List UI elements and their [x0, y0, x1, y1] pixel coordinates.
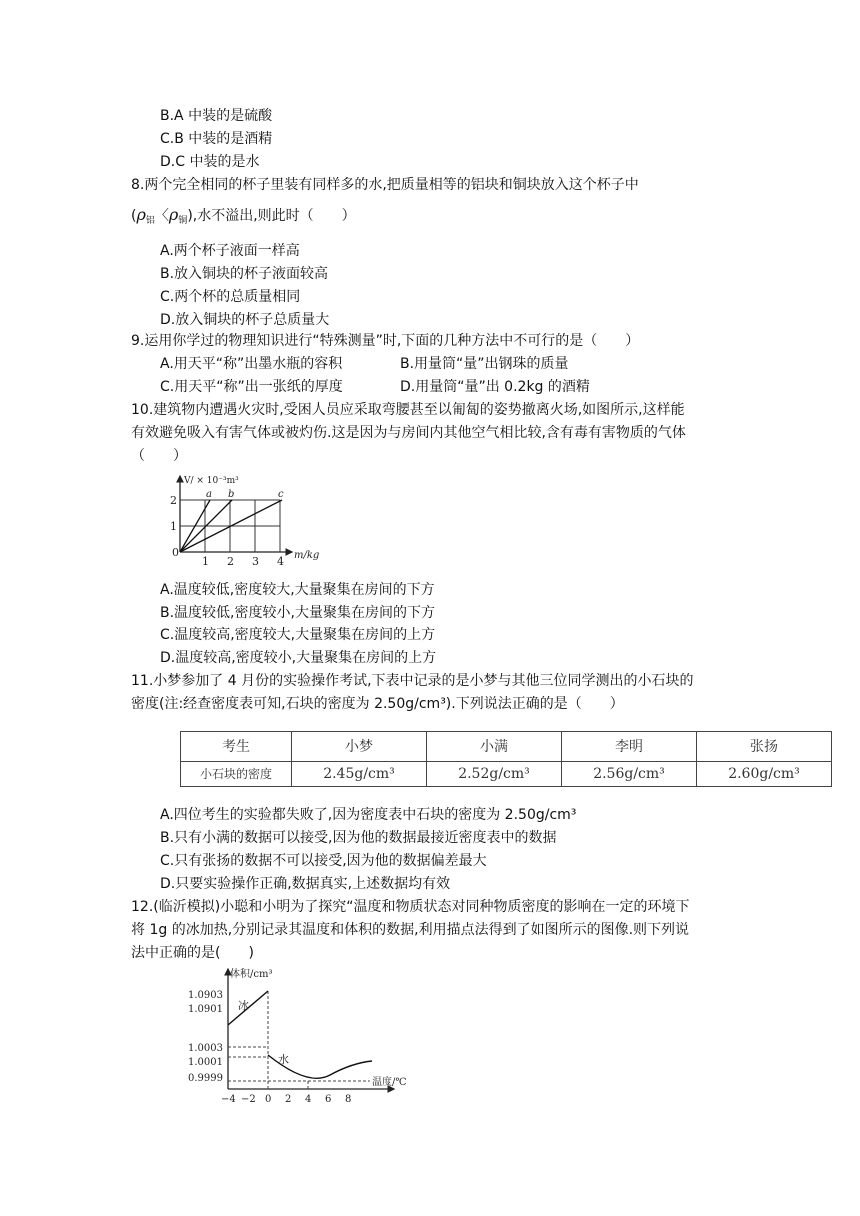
q10-stem-line3: （ ） [131, 448, 187, 464]
q11-option-a: A.四位考生的实验都失败了,因为密度表中石块的密度为 2.50g/cm³ [160, 807, 577, 823]
q9-option-c: C.用天平“称”出一张纸的厚度 [160, 379, 343, 395]
graph2-ytick-09999: 0.9999 [188, 1073, 223, 1084]
q11-option-c: C.只有张扬的数据不可以接受,因为他的数据偏差最大 [160, 853, 487, 869]
graph1-point-b: b [228, 489, 235, 500]
q8-option-a: A.两个杯子液面一样高 [160, 243, 300, 259]
subscript-al: 铝 [145, 216, 155, 226]
q8-stem-line1: 8.两个完全相同的杯子里装有同样多的水,把质量相等的铝块和铜块放入这个杯子中 [131, 177, 639, 193]
graph1-ytick-2: 2 [170, 494, 177, 507]
q10-option-a: A.温度较低,密度较大,大量聚集在房间的下方 [160, 582, 435, 598]
q12-stem-line1: 12.(临沂模拟)小聪和小明为了探究“温度和物质状态对同种物质密度的影响在一定的环境下 [131, 899, 690, 915]
graph1-origin: 0 [172, 546, 179, 559]
graph1-point-a: a [206, 489, 212, 500]
graph2-xlabel: 温度/℃ [372, 1077, 407, 1088]
table-header-cell: 李明 [562, 732, 697, 762]
graph1-ylabel: V/ × 10⁻³m³ [184, 476, 239, 486]
graph1-point-c: c [278, 489, 284, 500]
table-cell: 2.60g/cm³ [697, 761, 832, 786]
rho-symbol-cu: ρ [168, 205, 179, 224]
q7-option-b: B.A 中装的是硫酸 [160, 108, 273, 124]
graph1-xtick-3: 3 [252, 555, 259, 568]
q11-stem-line2: 密度(注:经查密度表可知,石块的密度为 2.50g/cm³).下列说法正确的是（ ） [131, 696, 624, 712]
q8-option-d: D.放入铜块的杯子总质量大 [160, 312, 330, 328]
graph2-xtick-6: 6 [325, 1094, 332, 1105]
table-cell: 2.56g/cm³ [562, 761, 697, 786]
density-table [180, 731, 832, 787]
q12-stem-line2: 将 1g 的冰加热,分别记录其温度和体积的数据,利用描点法得到了如图所示的图像.则下列说 [131, 922, 690, 938]
graph1-xtick-4: 4 [277, 555, 284, 568]
table-header-cell: 小梦 [292, 732, 427, 762]
graph1-xlabel: m/kg [294, 550, 320, 561]
graph2-xtick-m4: −4 [221, 1094, 236, 1105]
q9-stem: 9.运用你学过的物理知识进行“特殊测量”时,下面的几种方法中不可行的是（ ） [131, 333, 640, 349]
table-header-cell: 张扬 [697, 732, 832, 762]
graph1-xtick-2: 2 [227, 555, 234, 568]
graph2-ytick-10901: 1.0901 [188, 1004, 223, 1015]
q8-stem-line2 [131, 205, 356, 231]
graph2-ytick-10903: 1.0903 [188, 990, 223, 1001]
ice-label: 冰 [238, 999, 249, 1012]
table-header-row [181, 732, 832, 762]
rho-symbol-al: ρ [136, 205, 146, 224]
graph1-ytick-1: 1 [170, 520, 177, 533]
q12-stem-line3: 法中正确的是( ) [131, 945, 254, 961]
table-cell: 2.52g/cm³ [427, 761, 562, 786]
volume-mass-graph [160, 470, 340, 570]
q8-option-b: B.放入铜块的杯子液面较高 [160, 266, 329, 282]
q9-option-d: D.用量筒“量”出 0.2kg 的酒精 [400, 379, 590, 395]
subscript-cu: 铜 [178, 216, 188, 226]
q10-stem-line2: 有效避免吸入有害气体或被灼伤.这是因为与房间内其他空气相比较,含有毒有害物质的气体 [131, 425, 686, 441]
q10-option-c: C.温度较高,密度较大,大量聚集在房间的上方 [160, 627, 436, 643]
q9-option-b: B.用量筒“量”出钢珠的质量 [400, 356, 569, 372]
graph2-ytick-10001: 1.0001 [188, 1057, 223, 1068]
q11-option-d: D.只要实验操作正确,数据真实,上述数据均有效 [160, 876, 451, 892]
q7-option-d: D.C 中装的是水 [160, 154, 260, 170]
q8-stem-tail: ),水不溢出,则此时（ ） [187, 208, 356, 224]
q8-option-c: C.两个杯的总质量相同 [160, 289, 301, 305]
q11-stem-line1: 11.小梦参加了 4 月份的实验操作考试,下表中记录的是小梦与其他三位同学测出的小石块的 [131, 673, 694, 689]
q7-option-c: C.B 中装的是酒精 [160, 131, 273, 147]
q10-option-b: B.温度较低,密度较小,大量聚集在房间的下方 [160, 605, 435, 621]
graph2-xtick-2: 2 [285, 1094, 292, 1105]
table-header-cell: 小满 [427, 732, 562, 762]
graph2-xtick-4: 4 [305, 1094, 312, 1105]
q10-option-d: D.温度较高,密度较小,大量聚集在房间的上方 [160, 650, 437, 666]
q11-option-b: B.只有小满的数据可以接受,因为他的数据最接近密度表中的数据 [160, 830, 557, 846]
graph2-ylabel: 体积/cm³ [230, 969, 273, 980]
less-than-symbol: 〈 [154, 208, 169, 224]
graph1-xtick-1: 1 [202, 555, 209, 568]
table-cell: 2.45g/cm³ [292, 761, 427, 786]
table-row-label: 小石块的密度 [181, 761, 292, 786]
q10-stem-line1: 10.建筑物内遭遇火灾时,受困人员应采取弯腰甚至以匍匐的姿势撤离火场,如图所示,这样能 [131, 402, 685, 418]
graph2-ytick-10003: 1.0003 [188, 1043, 223, 1054]
graph2-xtick-8: 8 [345, 1094, 352, 1105]
graph2-xtick-m2: −2 [241, 1094, 256, 1105]
graph2-xtick-0: 0 [265, 1094, 272, 1105]
table-row [181, 761, 832, 786]
volume-temperature-graph [180, 965, 420, 1105]
q8-paren-open: ( [131, 208, 137, 224]
q9-option-a: A.用天平“称”出墨水瓶的容积 [160, 356, 343, 372]
water-label: 水 [278, 1053, 289, 1066]
table-header-cell: 考生 [181, 732, 292, 762]
